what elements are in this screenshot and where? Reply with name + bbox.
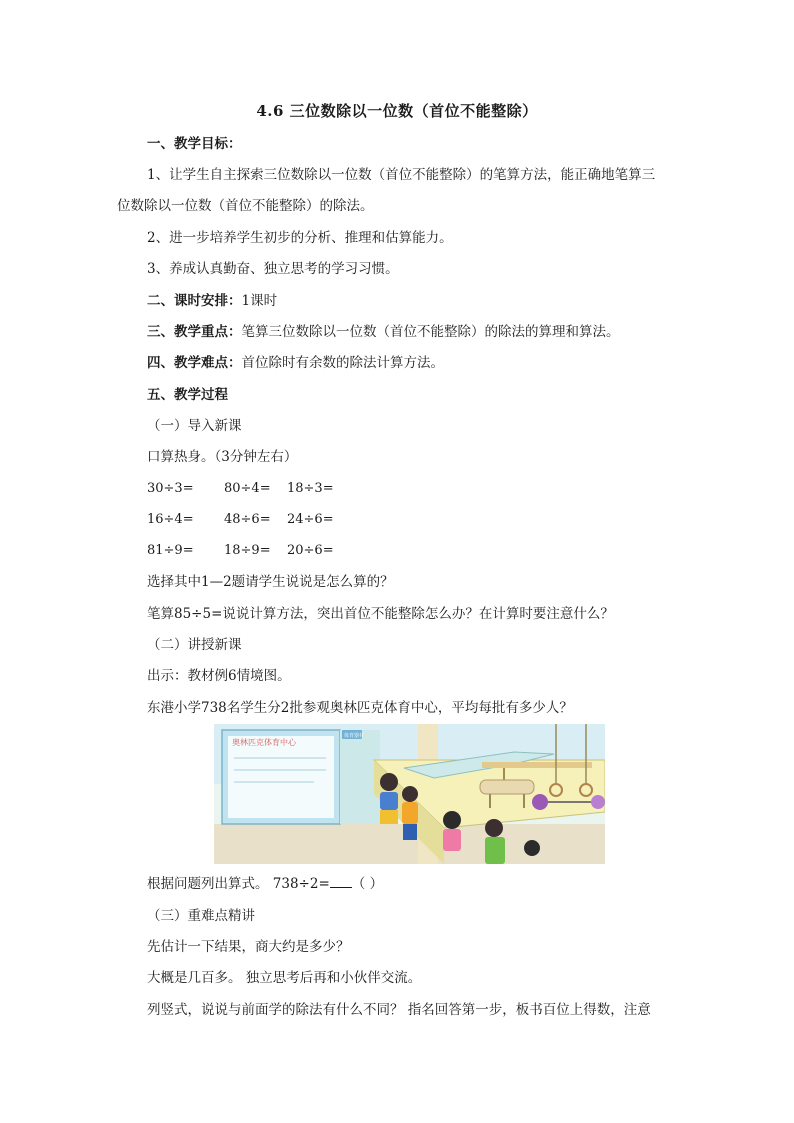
board-title: 奥林匹克体育中心 xyxy=(232,738,296,747)
question-1: 选择其中1—2题请学生说说是怎么算的？ xyxy=(147,574,394,590)
goal-3: 3、养成认真勤奋、独立思考的学习习惯。 xyxy=(147,261,399,277)
goal-1-line-2: 位数除以一位数（首位不能整除）的除法。 xyxy=(117,198,374,214)
key-points-label: 三、教学重点： xyxy=(147,324,242,340)
math-item: 20÷6= xyxy=(287,543,334,558)
section-difficulties xyxy=(147,353,444,373)
math-item: 48÷6= xyxy=(224,512,271,527)
formula-tail: （ ） xyxy=(351,876,384,892)
math-item: 16÷4= xyxy=(147,512,194,527)
section-schedule xyxy=(147,291,277,311)
last-line: 列竖式，说说与前面学的除法有什么不同？ 指名回答第一步，板书百位上得数，注意 xyxy=(147,1002,651,1018)
part-3-heading: （三）重难点精讲 xyxy=(147,908,255,924)
part-1-heading: （一）导入新课 xyxy=(147,418,242,434)
part-2-heading: （二）讲授新课 xyxy=(147,637,242,653)
math-item: 18÷3= xyxy=(287,481,334,496)
answer-text: 大概是几百多。 独立思考后再和小伙伴交流。 xyxy=(147,970,422,986)
difficulties-text: 首位除时有余数的除法计算方法。 xyxy=(241,355,444,371)
section-key-points xyxy=(147,322,620,342)
question-2: 笔算85÷5=说说计算方法，突出首位不能整除怎么办？在计算时要注意什么？ xyxy=(147,606,614,622)
warmup-text: 口算热身。（3分钟左右） xyxy=(147,449,298,465)
schedule-text: 1课时 xyxy=(241,293,278,309)
formula-lead: 根据问题列出算式。 738÷2= xyxy=(147,876,330,892)
problem-text: 东港小学738名学生分2批参观奥林匹克体育中心，平均每批有多少人？ xyxy=(147,700,573,716)
math-item: 81÷9= xyxy=(147,543,194,558)
estimate-text: 先估计一下结果，商大约是多少？ xyxy=(147,939,350,955)
math-item: 80÷4= xyxy=(224,481,271,496)
key-points-text: 笔算三位数除以一位数（首位不能整除）的除法的算理和算法。 xyxy=(241,324,620,340)
formula-line xyxy=(147,874,383,894)
sign-text: 体育器材 xyxy=(344,733,365,739)
section-goals-heading: 一、教学目标： xyxy=(147,136,242,152)
answer-blank xyxy=(330,875,352,888)
goal-1-line-1: 1、让学生自主探索三位数除以一位数（首位不能整除）的笔算方法，能正确地笔算三 xyxy=(147,167,656,183)
math-item: 24÷6= xyxy=(287,512,334,527)
section-process-heading: 五、教学过程 xyxy=(147,387,228,403)
goal-2: 2、进一步培养学生初步的分析、推理和估算能力。 xyxy=(147,230,453,246)
show-text: 出示：教材例6情境图。 xyxy=(147,668,291,684)
math-item: 30÷3= xyxy=(147,481,194,496)
schedule-label: 二、课时安排： xyxy=(147,293,242,309)
lesson-title: 4.6 三位数除以一位数（首位不能整除） xyxy=(256,102,538,120)
difficulties-label: 四、教学难点： xyxy=(147,355,242,371)
math-item: 18÷9= xyxy=(224,543,271,558)
scene-illustration xyxy=(214,724,605,864)
